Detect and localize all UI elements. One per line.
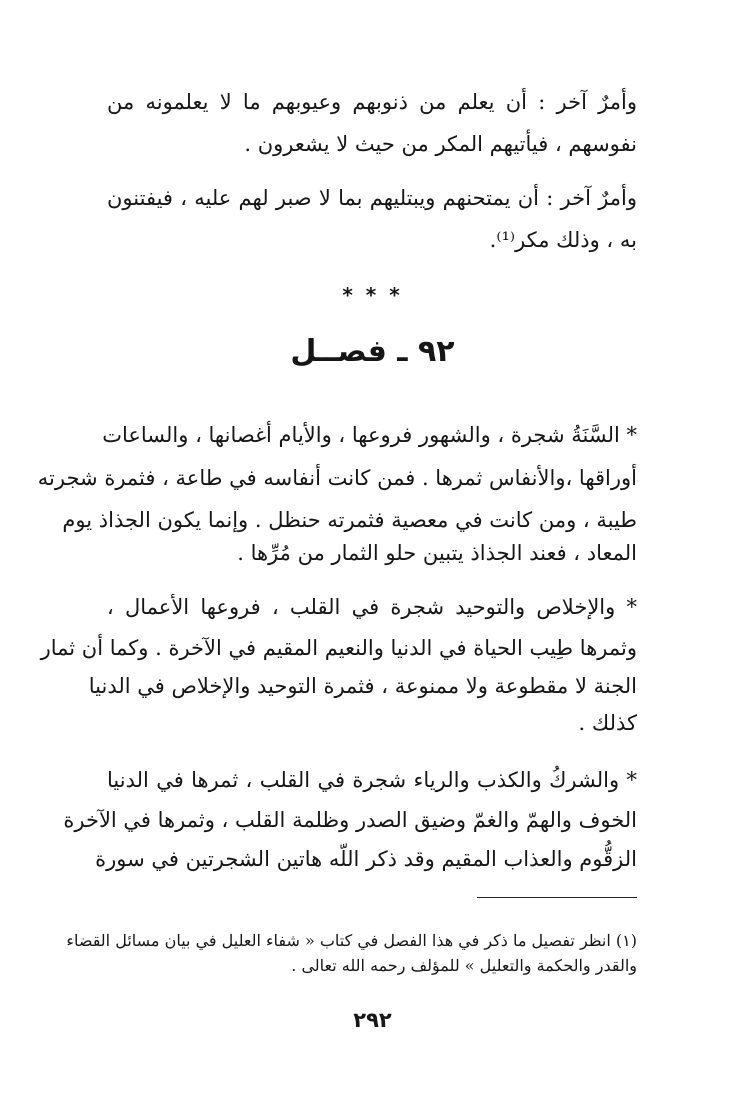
text-line: أوراقها ،والأنفاس ثمرها . فمن كانت أنفاسه في طاعة ، فثمرة شجرته xyxy=(37,466,637,490)
page-number: ٢٩٢ xyxy=(353,1008,392,1032)
footnote-line: (١) انظر تفصيل ما ذكر في هذا الفصل في كتاب « شفاء العليل في بيان مسائل القضاء xyxy=(66,931,637,950)
text-line: به ، وذلك مكر⁽¹⁾. xyxy=(489,228,637,252)
text-line: طيبة ، ومن كانت في معصية فثمرته حنظل . وإنما يكون الجذاذ يوم xyxy=(62,508,637,532)
footnote-divider xyxy=(477,897,637,898)
text-line: * السَّنَةُ شجرة ، والشهور فروعها ، والأيام أغصانها ، والساعات xyxy=(102,423,637,447)
text-line: كذلك . xyxy=(578,711,637,735)
text-line: المعاد ، فعند الجذاذ يتبين حلو الثمار من مُرِّها . xyxy=(237,541,637,565)
text-line: الخوف والهمّ والغمّ وضيق الصدر وظلمة القلب ، وثمرها في الآخرة xyxy=(63,808,637,832)
text-line: نفوسهم ، فيأتيهم المكر من حيث لا يشعرون . xyxy=(244,132,637,156)
section-separator: * * * xyxy=(342,283,403,307)
chapter-heading: ٩٢ ـ فصــل xyxy=(290,334,455,369)
text-line: وأمرٌ آخر : أن يعلم من ذنوبهم وعيوبهم ما لا يعلمونه من xyxy=(107,90,637,114)
text-line: * والإخلاص والتوحيد شجرة في القلب ، فروعها الأعمال ، xyxy=(107,595,637,619)
text-line: الزقُّوم والعذاب المقيم وقد ذكر اللّه هاتين الشجرتين في سورة xyxy=(95,847,637,871)
text-line: الجنة لا مقطوعة ولا ممنوعة ، فثمرة التوحيد والإخلاص في الدنيا xyxy=(88,674,637,698)
text-line: * والشركُ والكذب والرياء شجرة في القلب ، ثمرها في الدنيا xyxy=(107,768,637,792)
text-line: وأمرٌ آخر : أن يمتحنهم ويبتليهم بما لا صبر لهم عليه ، فيفتنون xyxy=(107,186,637,210)
footnote-line: والقدر والحكمة والتعليل » للمؤلف رحمه الله تعالى . xyxy=(291,956,637,975)
text-line: وثمرها طِيب الحياة في الدنيا والنعيم المقيم في الآخرة . وكما أن ثمار xyxy=(40,636,637,660)
